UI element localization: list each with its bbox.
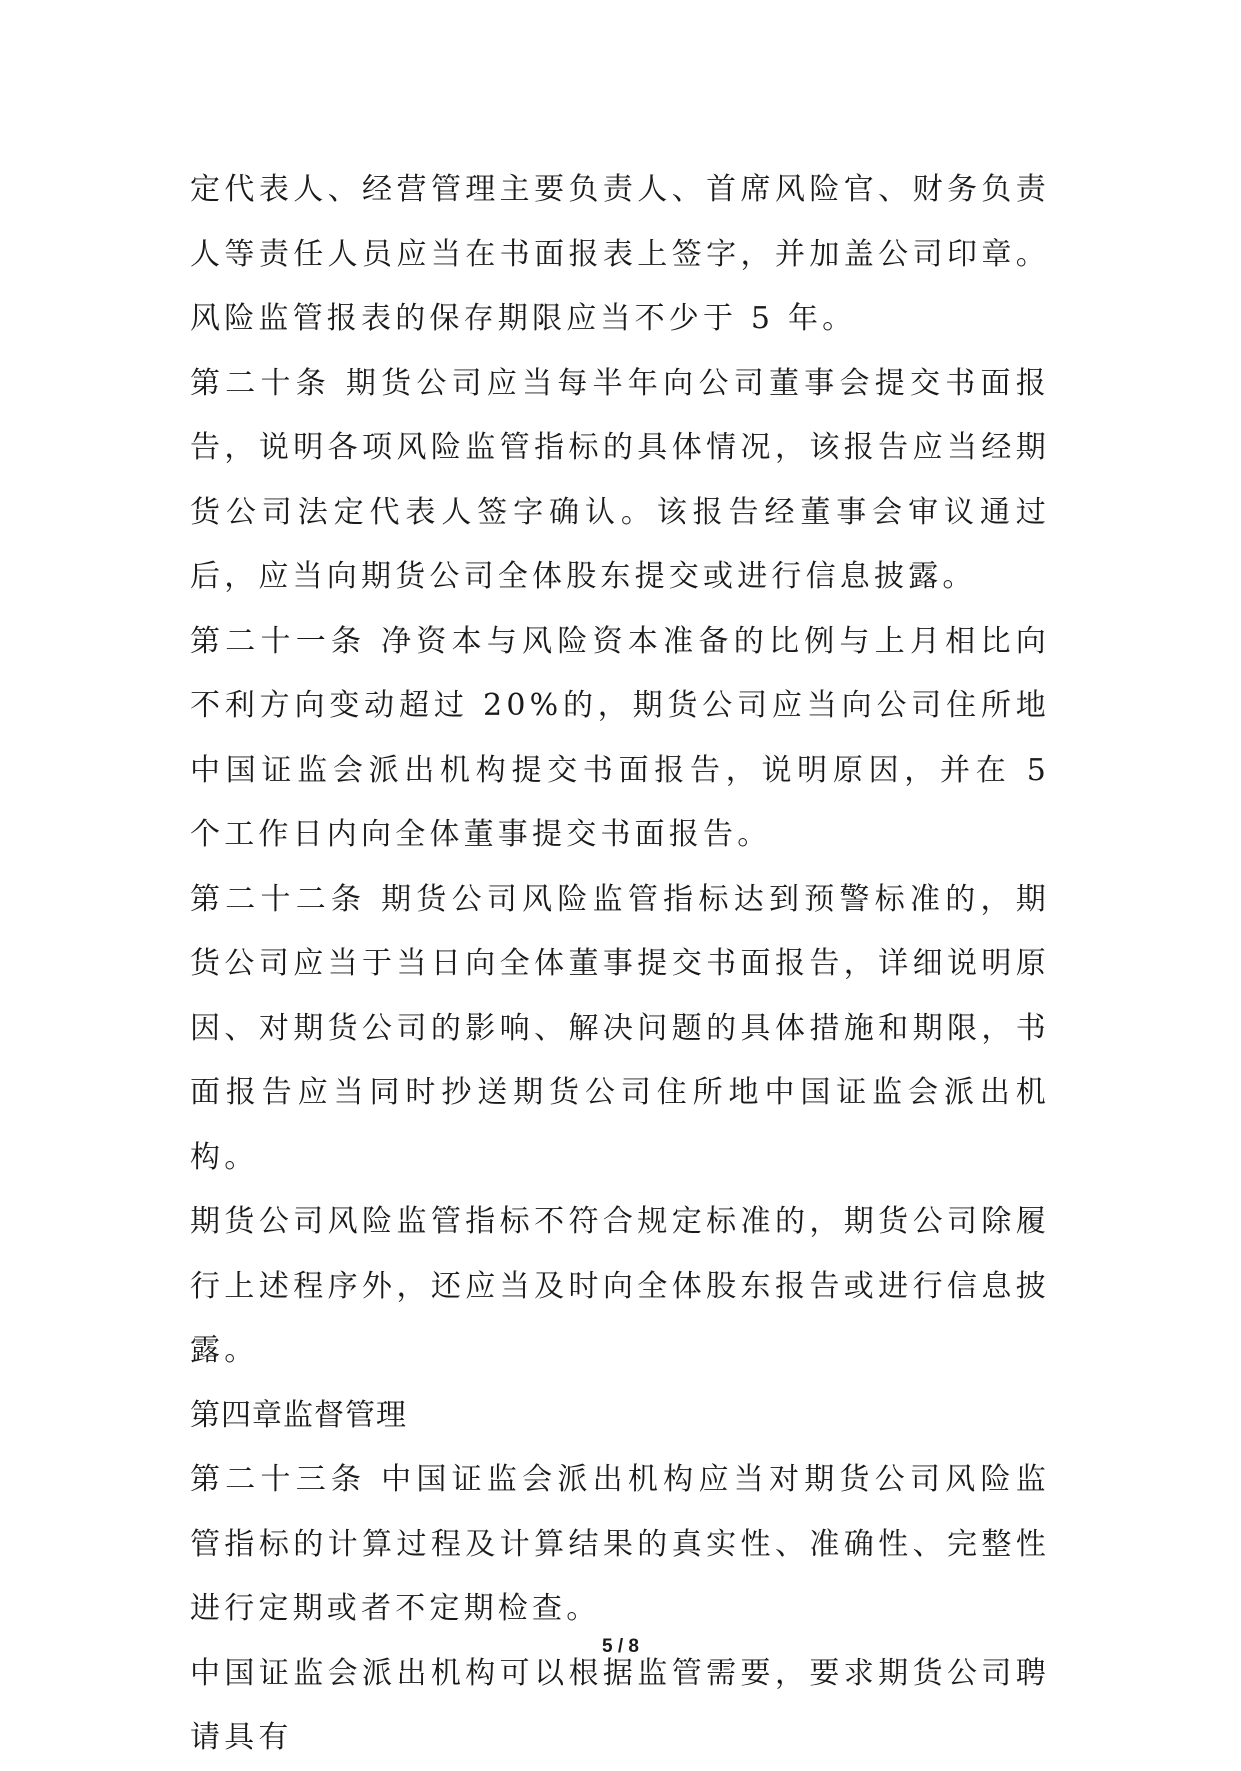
paragraph-article-22-supplement: 期货公司风险监管指标不符合规定标准的，期货公司除履行上述程序外，还应当及时向全体股东报告或进行信息披露。	[190, 1204, 1050, 1368]
paragraph-article-21: 第二十一条 净资本与风险资本准备的比例与上月相比向不利方向变动超过 20%的，期货公司应当向公司住所地中国证监会派出机构提交书面报告，说明原因，并在 5 个工作日内向全体董事提交书面报告。	[190, 623, 1050, 852]
chapter-heading: 第四章监督管理	[190, 1397, 407, 1433]
paragraph-article-23: 第二十三条 中国证监会派出机构应当对期货公司风险监管指标的计算过程及计算结果的真实性、准确性、完整性进行定期或者不定期检查。	[190, 1462, 1050, 1626]
page-number: 5 / 8	[602, 1636, 639, 1657]
document-body	[190, 158, 1050, 1771]
paragraph-article-22: 第二十二条 期货公司风险监管指标达到预警标准的，期货公司应当于当日向全体董事提交书面报告，详细说明原因、对期货公司的影响、解决问题的具体措施和期限，书面报告应当同时抄送期货公司住所地中国证监会派出机构。	[190, 881, 1050, 1175]
paragraph-continuation: 定代表人、经营管理主要负责人、首席风险官、财务负责人等责任人员应当在书面报表上签字，并加盖公司印章。风险监管报表的保存期限应当不少于 5 年。	[190, 172, 1050, 336]
paragraph-article-23-supplement: 中国证监会派出机构可以根据监管需要，要求期货公司聘请具有	[190, 1655, 1050, 1755]
paragraph-article-20: 第二十条 期货公司应当每半年向公司董事会提交书面报告，说明各项风险监管指标的具体情况，该报告应当经期货公司法定代表人签字确认。该报告经董事会审议通过后，应当向期货公司全体股东提交或进行信息披露。	[190, 365, 1050, 594]
